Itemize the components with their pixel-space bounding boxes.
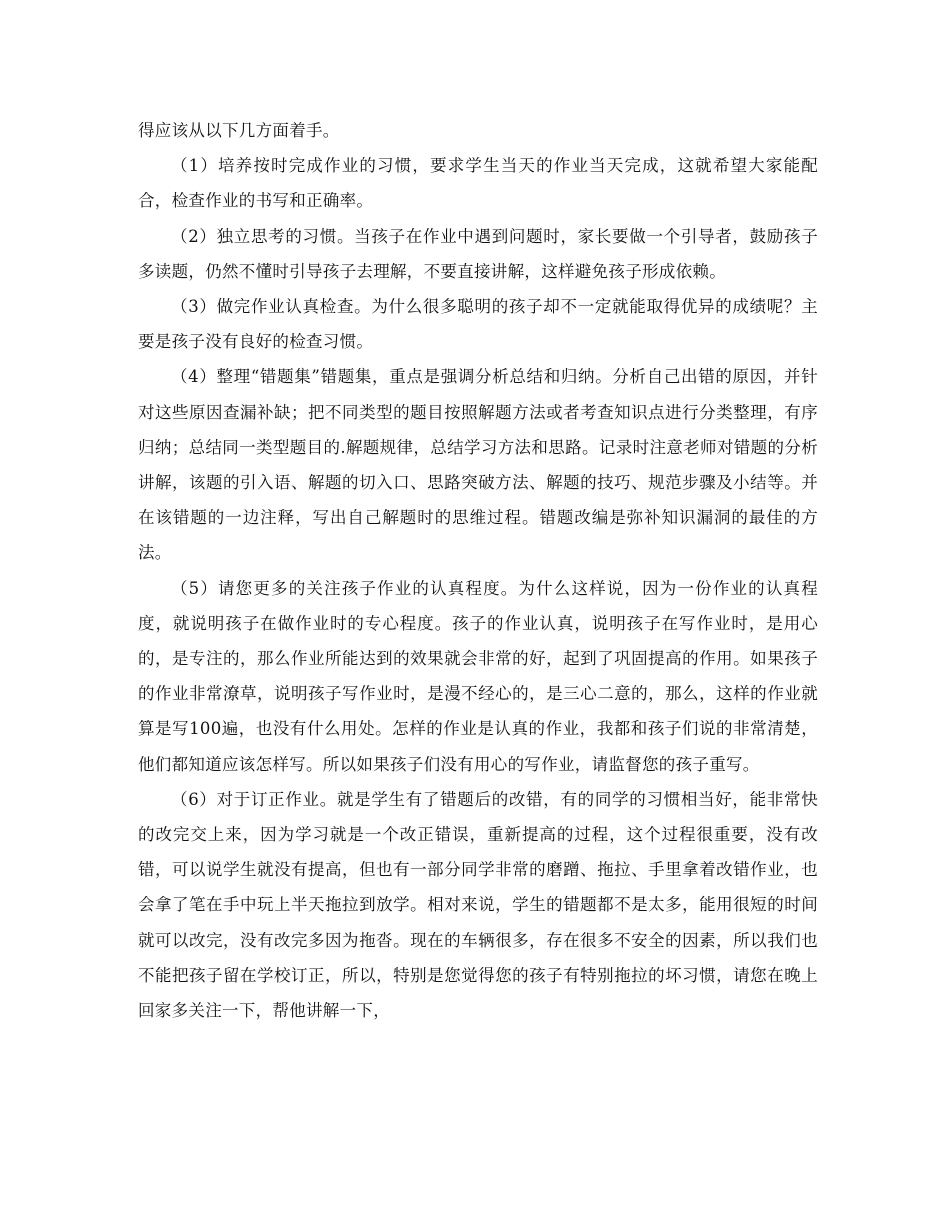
- paragraph-item-2: （2）独立思考的习惯。当孩子在作业中遇到问题时，家长要做一个引导者，鼓励孩子多读题，仍然不懂时引导孩子去理解，不要直接讲解，这样避免孩子形成依赖。: [138, 226, 818, 281]
- paragraph-item-4: （4）整理“错题集”错题集，重点是强调分析总结和归纳。分析自己出错的原因，并针对这些原因查漏补缺；把不同类型的题目按照解题方法或者考查知识点进行分类整理，有序归纳；总结同一类型题目的.解题规律，总结学习方法和思路。记录时注意老师对错题的分析讲解，该题的引入语、解题的切入口、思路突破方法、解题的技巧、规范步骤及小结等。并在该错题的一边注释，写出自己解题时的思维过程。错题改编是弥补知识漏洞的最佳的方法。: [138, 367, 818, 563]
- document-body: [138, 113, 818, 1028]
- paragraph-item-1: （1）培养按时完成作业的习惯，要求学生当天的作业当天完成，这就希望大家能配合，检查作业的书写和正确率。: [138, 156, 818, 211]
- paragraph-item-5: （5）请您更多的关注孩子作业的认真程度。为什么这样说，因为一份作业的认真程度，就说明孩子在做作业时的专心程度。孩子的作业认真，说明孩子在写作业时，是用心的，是专注的，那么作业所能达到的效果就会非常的好，起到了巩固提高的作用。如果孩子的作业非常潦草，说明孩子写作业时，是漫不经心的，是三心二意的，那么，这样的作业就算是写100遍，也没有什么用处。怎样的作业是认真的作业，我都和孩子们说的非常清楚，他们都知道应该怎样写。所以如果孩子们没有用心的写作业，请监督您的孩子重写。: [138, 578, 818, 774]
- paragraph-item-6: （6）对于订正作业。就是学生有了错题后的改错，有的同学的习惯相当好，能非常快的改完交上来，因为学习就是一个改正错误，重新提高的过程，这个过程很重要，没有改错，可以说学生就没有提高，但也有一部分同学非常的磨蹭、拖拉、手里拿着改错作业，也会拿了笔在手中玩上半天拖拉到放学。相对来说，学生的错题都不是太多，能用很短的时间就可以改完，没有改完多因为拖沓。现在的车辆很多，存在很多不安全的因素，所以我们也不能把孩子留在学校订正，所以，特别是您觉得您的孩子有特别拖拉的坏习惯，请您在晚上回家多关注一下，帮他讲解一下，: [138, 789, 818, 1021]
- paragraph-item-3: （3）做完作业认真检查。为什么很多聪明的孩子却不一定就能取得优异的成绩呢？主要是孩子没有良好的检查习惯。: [138, 297, 818, 352]
- paragraph-intro: 得应该从以下几方面着手。: [138, 121, 340, 140]
